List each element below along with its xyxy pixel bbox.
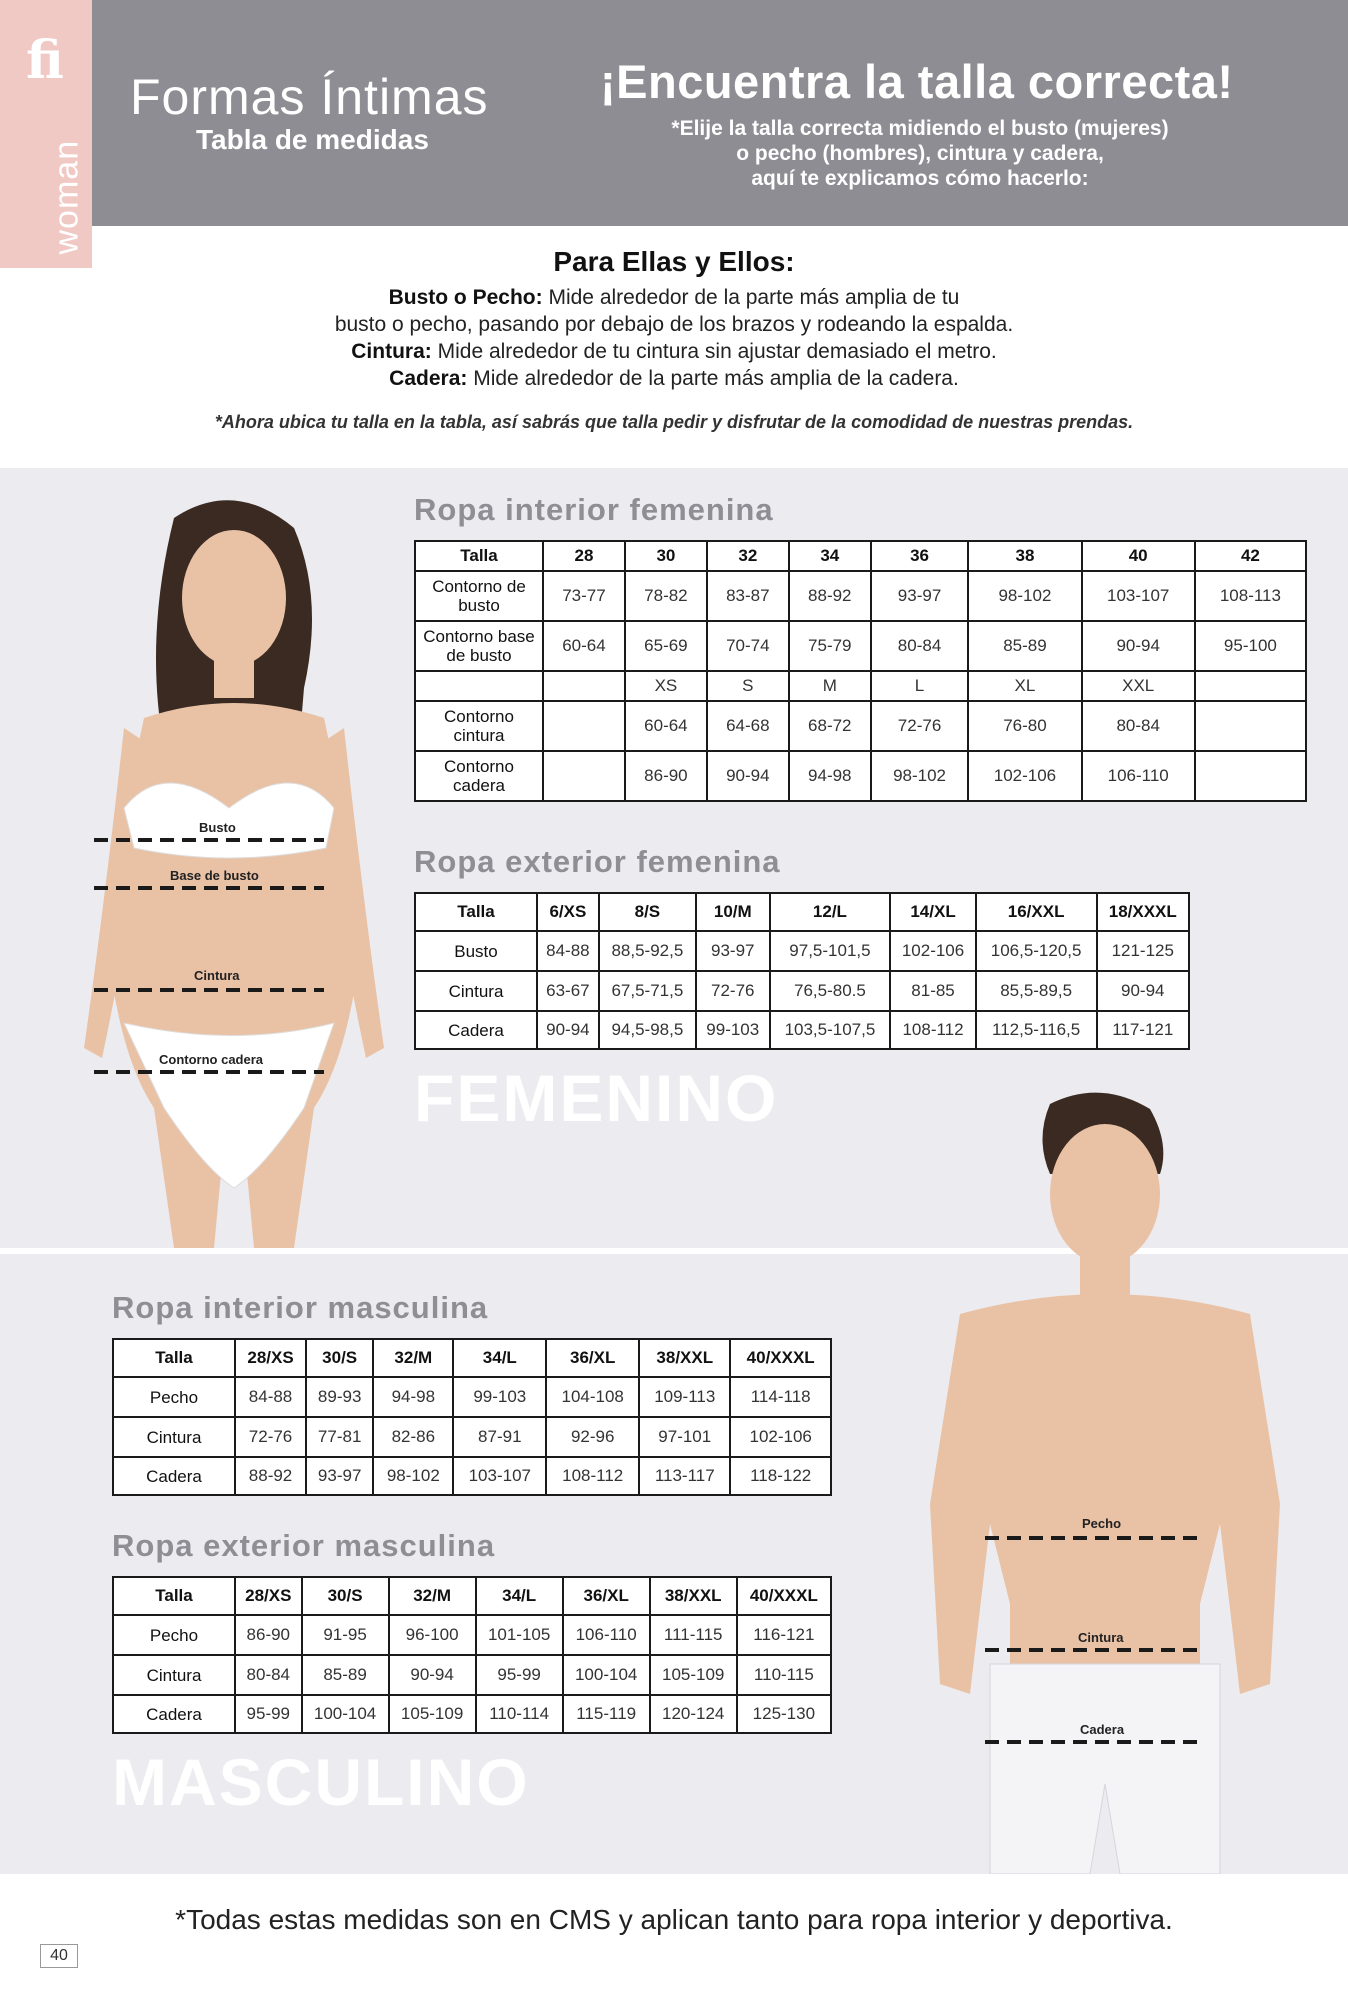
instruction-busto-continued: busto o pecho, pasando por debajo de los brazos y rodeando la espalda.: [334, 313, 1014, 336]
table-cell: 114-118: [730, 1377, 831, 1417]
table-cell: 105-109: [389, 1695, 476, 1733]
section-word-male: MASCULINO: [112, 1745, 530, 1819]
table-row: [113, 1457, 831, 1495]
table-cell: 78-82: [625, 571, 707, 621]
table-cell: 81-85: [890, 971, 975, 1011]
table-row-label: Pecho: [113, 1615, 235, 1655]
page-headline: ¡Encuentra la talla correcta!: [600, 55, 1234, 108]
table-cell: 94,5-98,5: [599, 1011, 696, 1049]
table-cell: 103-107: [1082, 571, 1195, 621]
table-cell: 98-102: [871, 751, 969, 801]
table-row-label: Contorno de busto: [415, 571, 543, 621]
headline-note: [612, 116, 1228, 191]
table-cell: 85-89: [302, 1655, 389, 1695]
table-header-cell: 38: [968, 541, 1081, 571]
size-table-fem-exterior: [414, 892, 1190, 1050]
table-row: [415, 621, 1306, 671]
table-cell: 99-103: [696, 1011, 770, 1049]
table-cell: 117-121: [1097, 1011, 1189, 1049]
table-cell: 102-106: [968, 751, 1081, 801]
table-cell: 112,5-116,5: [976, 1011, 1097, 1049]
table-header-cell: 28/XS: [235, 1577, 302, 1615]
table-cell: 80-84: [871, 621, 969, 671]
table-cell: 64-68: [707, 701, 789, 751]
table-header-cell: 6/XS: [537, 893, 599, 931]
table-cell: 100-104: [563, 1655, 650, 1695]
table-cell: 109-113: [639, 1377, 730, 1417]
table-row-label: Contorno cintura: [415, 701, 543, 751]
table-cell: 72-76: [696, 971, 770, 1011]
table-cell: 95-99: [476, 1655, 563, 1695]
table-cell: 60-64: [543, 621, 625, 671]
table-cell: 63-67: [537, 971, 599, 1011]
instructions-footnote: *Ahora ubica tu talla en la tabla, así sabrás que talla pedir y disfrutar de la comodidad de nuestras prendas.: [214, 412, 1134, 432]
table-header-cell: Talla: [415, 541, 543, 571]
table-header-cell: 16/XXL: [976, 893, 1097, 931]
table-cell: 104-108: [546, 1377, 639, 1417]
table-cell: 91-95: [302, 1615, 389, 1655]
table-cell: 98-102: [968, 571, 1081, 621]
table-title-masc-interior: Ropa interior masculina: [112, 1290, 489, 1325]
table-cell: M: [789, 671, 871, 701]
size-table-masc-exterior: [112, 1576, 832, 1734]
table-cell: 108-112: [546, 1457, 639, 1495]
table-cell: 88,5-92,5: [599, 931, 696, 971]
header-banner: [92, 0, 1348, 226]
table-cell: 90-94: [1082, 621, 1195, 671]
table-cell: 97,5-101,5: [770, 931, 891, 971]
table-cell: 96-100: [389, 1615, 476, 1655]
table-header-cell: Talla: [113, 1339, 235, 1377]
table-cell: 103-107: [453, 1457, 546, 1495]
table-row-label: Cadera: [113, 1695, 235, 1733]
table-cell: 93-97: [306, 1457, 373, 1495]
table-cell: 77-81: [306, 1417, 373, 1457]
table-header-row: [415, 541, 1306, 571]
table-row-label: Contorno base de busto: [415, 621, 543, 671]
female-model-image: [64, 488, 394, 1248]
table-row: [113, 1695, 831, 1733]
table-cell: 67,5-71,5: [599, 971, 696, 1011]
table-cell: 118-122: [730, 1457, 831, 1495]
table-header-cell: 30/S: [306, 1339, 373, 1377]
figure-label-cadera: Cadera: [1080, 1722, 1125, 1737]
instruction-label: Cadera:: [389, 367, 468, 390]
table-cell: [1195, 671, 1306, 701]
table-row-label: Busto: [415, 931, 537, 971]
table-header-cell: 40: [1082, 541, 1195, 571]
table-cell: 105-109: [650, 1655, 737, 1695]
size-table-masc-interior: [112, 1338, 832, 1496]
table-cell: XL: [968, 671, 1081, 701]
table-cell: 101-105: [476, 1615, 563, 1655]
table-cell: L: [871, 671, 969, 701]
table-cell: 98-102: [373, 1457, 453, 1495]
table-cell: 90-94: [1097, 971, 1189, 1011]
table-cell: 83-87: [707, 571, 789, 621]
table-header-row: [113, 1339, 831, 1377]
table-cell: 121-125: [1097, 931, 1189, 971]
table-cell: 88-92: [789, 571, 871, 621]
measurement-instructions: [0, 226, 1348, 468]
size-table-fem-interior: [414, 540, 1307, 802]
table-header-cell: 40/XXXL: [737, 1577, 831, 1615]
table-header-cell: 28: [543, 541, 625, 571]
table-cell: 60-64: [625, 701, 707, 751]
table-cell: [543, 701, 625, 751]
headline-note-line: o pecho (hombres), cintura y cadera,: [736, 142, 1104, 165]
table-header-row: [113, 1577, 831, 1615]
table-header-cell: 36/XL: [546, 1339, 639, 1377]
table-row: [415, 971, 1189, 1011]
table-cell: 103,5-107,5: [770, 1011, 891, 1049]
table-row: [113, 1655, 831, 1695]
table-header-cell: 42: [1195, 541, 1306, 571]
figure-label-cintura: Cintura: [194, 968, 240, 983]
table-header-cell: 32: [707, 541, 789, 571]
table-cell: 90-94: [537, 1011, 599, 1049]
table-row-label: Cintura: [113, 1417, 235, 1457]
table-cell: 73-77: [543, 571, 625, 621]
instruction-label: Cintura:: [351, 340, 432, 363]
table-cell: 90-94: [707, 751, 789, 801]
table-cell: 102-106: [730, 1417, 831, 1457]
table-row: [415, 931, 1189, 971]
table-row-label: [415, 671, 543, 701]
table-cell: 110-115: [737, 1655, 831, 1695]
instruction-label: Busto o Pecho:: [388, 286, 543, 309]
table-cell: 94-98: [789, 751, 871, 801]
table-cell: 125-130: [737, 1695, 831, 1733]
table-cell: 115-119: [563, 1695, 650, 1733]
figure-label-base-busto: Base de busto: [170, 868, 259, 883]
table-header-row: [415, 893, 1189, 931]
table-cell: [543, 751, 625, 801]
table-header-cell: 32/M: [373, 1339, 453, 1377]
table-cell: XXL: [1082, 671, 1195, 701]
instruction-text: Mide alrededor de tu cintura sin ajustar demasiado el metro.: [437, 340, 997, 363]
brand-subtitle: Tabla de medidas: [196, 124, 429, 155]
table-header-cell: 40/XXXL: [730, 1339, 831, 1377]
brand-logo-subtext: woman: [47, 139, 86, 255]
brand-logo: fi: [26, 30, 64, 91]
table-cell: 80-84: [235, 1655, 302, 1695]
table-cell: 106-110: [1082, 751, 1195, 801]
table-cell: 84-88: [235, 1377, 306, 1417]
table-header-cell: 34: [789, 541, 871, 571]
table-cell: 116-121: [737, 1615, 831, 1655]
table-header-cell: 10/M: [696, 893, 770, 931]
table-cell: 99-103: [453, 1377, 546, 1417]
table-cell: [1195, 751, 1306, 801]
table-cell: 86-90: [235, 1615, 302, 1655]
brand-title: Formas Íntimas: [130, 69, 489, 125]
table-cell: 89-93: [306, 1377, 373, 1417]
figure-label-pecho: Pecho: [1082, 1516, 1122, 1531]
table-row: [415, 1011, 1189, 1049]
table-cell: 92-96: [546, 1417, 639, 1457]
table-header-cell: 36: [871, 541, 969, 571]
table-header-cell: Talla: [113, 1577, 235, 1615]
table-header-cell: 14/XL: [890, 893, 975, 931]
instruction-busto: [0, 286, 1348, 310]
table-cell: 111-115: [650, 1615, 737, 1655]
table-cell: 120-124: [650, 1695, 737, 1733]
table-cell: 100-104: [302, 1695, 389, 1733]
table-title-fem-interior: Ropa interior femenina: [414, 492, 774, 527]
table-cell: 106-110: [563, 1615, 650, 1655]
table-header-cell: 18/XXXL: [1097, 893, 1189, 931]
table-cell: 72-76: [235, 1417, 306, 1457]
table-cell: 82-86: [373, 1417, 453, 1457]
instruction-cintura: [0, 340, 1348, 364]
table-cell: 97-101: [639, 1417, 730, 1457]
table-cell: [1195, 701, 1306, 751]
table-cell: 84-88: [537, 931, 599, 971]
table-cell: 90-94: [389, 1655, 476, 1695]
figure-label-busto: Busto: [199, 820, 236, 835]
page-number: 40: [40, 1944, 78, 1968]
table-row: [415, 751, 1306, 801]
headline-note-line: *Elije la talla correcta midiendo el busto (mujeres): [671, 117, 1169, 140]
table-cell: [543, 671, 625, 701]
table-title-masc-exterior: Ropa exterior masculina: [112, 1528, 496, 1563]
table-cell: 110-114: [476, 1695, 563, 1733]
table-header-cell: 38/XXL: [639, 1339, 730, 1377]
table-header-cell: 32/M: [389, 1577, 476, 1615]
instructions-heading: Para Ellas y Ellos:: [553, 246, 795, 277]
instruction-cadera: [0, 367, 1348, 391]
table-header-cell: 38/XXL: [650, 1577, 737, 1615]
table-row: [415, 571, 1306, 621]
table-cell: XS: [625, 671, 707, 701]
table-cell: 108-113: [1195, 571, 1306, 621]
table-header-cell: 36/XL: [563, 1577, 650, 1615]
table-row-label: Pecho: [113, 1377, 235, 1417]
table-header-cell: 28/XS: [235, 1339, 306, 1377]
table-row: [113, 1417, 831, 1457]
figure-label-contorno-cadera: Contorno cadera: [159, 1052, 264, 1067]
table-cell: 108-112: [890, 1011, 975, 1049]
table-row: [415, 671, 1306, 701]
table-header-cell: 34/L: [476, 1577, 563, 1615]
table-cell: 113-117: [639, 1457, 730, 1495]
table-row-label: Contorno cadera: [415, 751, 543, 801]
headline-note-line: aquí te explicamos cómo hacerlo:: [751, 167, 1089, 190]
table-cell: 70-74: [707, 621, 789, 671]
section-word-female: FEMENINO: [414, 1061, 779, 1135]
table-cell: 95-99: [235, 1695, 302, 1733]
table-cell: 95-100: [1195, 621, 1306, 671]
table-header-cell: 30: [625, 541, 707, 571]
table-row: [415, 701, 1306, 751]
table-cell: 86-90: [625, 751, 707, 801]
table-header-cell: 8/S: [599, 893, 696, 931]
table-header-cell: Talla: [415, 893, 537, 931]
table-cell: 88-92: [235, 1457, 306, 1495]
table-cell: 76-80: [968, 701, 1081, 751]
table-header-cell: 30/S: [302, 1577, 389, 1615]
table-cell: 93-97: [871, 571, 969, 621]
table-cell: 94-98: [373, 1377, 453, 1417]
table-cell: 76,5-80.5: [770, 971, 891, 1011]
male-model-image: [900, 1084, 1300, 1874]
table-cell: 102-106: [890, 931, 975, 971]
table-title-fem-exterior: Ropa exterior femenina: [414, 844, 781, 879]
table-row-label: Cadera: [113, 1457, 235, 1495]
male-section: [0, 1254, 1348, 1874]
table-cell: 87-91: [453, 1417, 546, 1457]
instruction-text: Mide alrededor de la parte más amplia de la cadera.: [473, 367, 959, 390]
table-cell: 68-72: [789, 701, 871, 751]
table-header-cell: 12/L: [770, 893, 891, 931]
table-cell: 75-79: [789, 621, 871, 671]
table-row: [113, 1615, 831, 1655]
table-cell: 106,5-120,5: [976, 931, 1097, 971]
table-header-cell: 34/L: [453, 1339, 546, 1377]
table-cell: 65-69: [625, 621, 707, 671]
table-cell: 85-89: [968, 621, 1081, 671]
table-cell: 93-97: [696, 931, 770, 971]
instruction-text: Mide alrededor de la parte más amplia de tu: [548, 286, 960, 309]
table-row-label: Cintura: [113, 1655, 235, 1695]
table-cell: S: [707, 671, 789, 701]
figure-label-cintura: Cintura: [1078, 1630, 1124, 1645]
table-row: [113, 1377, 831, 1417]
table-row-label: Cintura: [415, 971, 537, 1011]
table-cell: 72-76: [871, 701, 969, 751]
table-cell: 85,5-89,5: [976, 971, 1097, 1011]
footer-note: *Todas estas medidas son en CMS y aplican tanto para ropa interior y deportiva.: [175, 1904, 1173, 1935]
table-row-label: Cadera: [415, 1011, 537, 1049]
table-cell: 80-84: [1082, 701, 1195, 751]
